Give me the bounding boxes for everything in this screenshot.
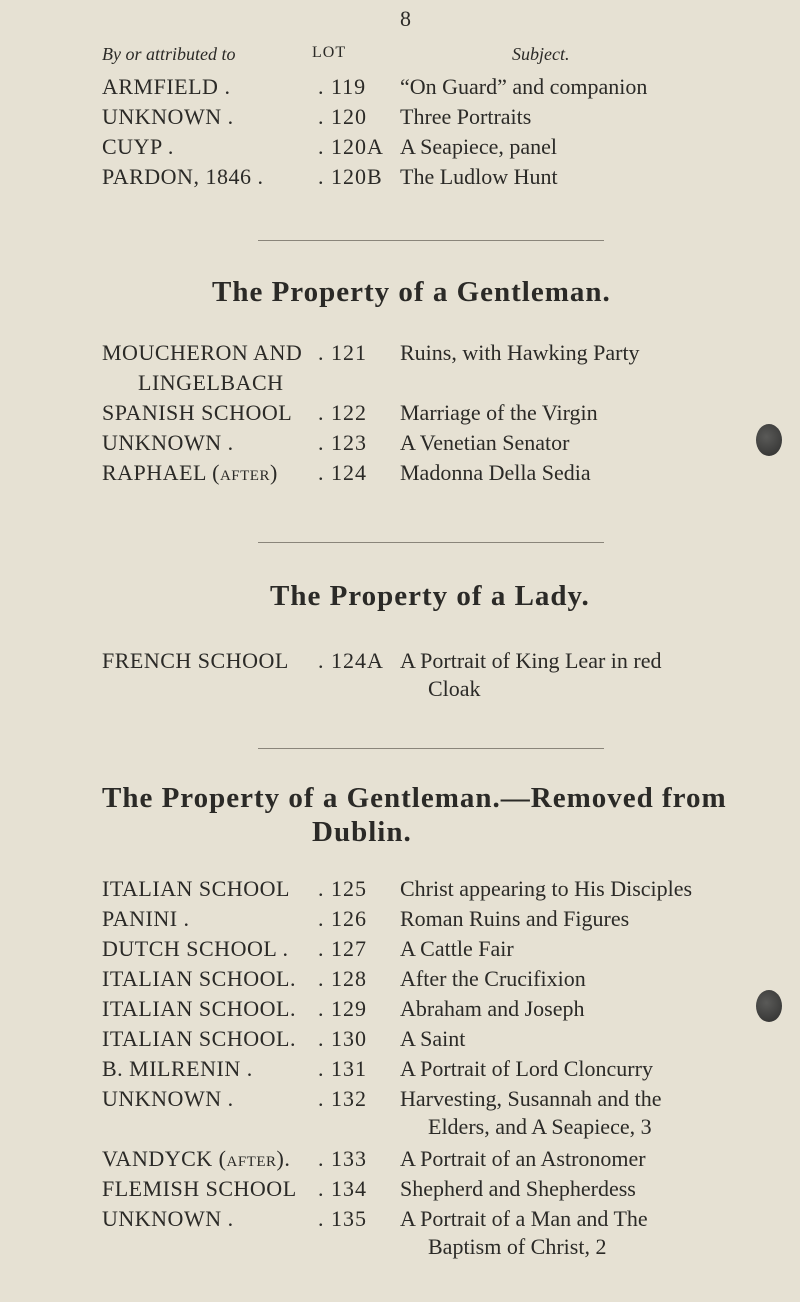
lot-number: . 124A <box>318 648 384 673</box>
lot-subject-continued: Baptism of Christ, 2 <box>428 1234 607 1259</box>
catalogue-entry <box>0 906 800 936</box>
lot-subject: A Portrait of an Astronomer <box>400 1146 646 1171</box>
catalogue-entry <box>0 966 800 996</box>
catalogue-entry <box>0 1146 800 1176</box>
column-header-by: By or attributed to <box>102 44 236 64</box>
catalogue-entry <box>0 74 800 104</box>
lot-subject: Marriage of the Virgin <box>400 400 598 425</box>
lot-subject: A Portrait of Lord Cloncurry <box>400 1056 653 1081</box>
catalogue-entry <box>0 164 800 194</box>
catalogue-entry <box>0 430 800 460</box>
lot-subject: Shepherd and Shepherdess <box>400 1176 636 1201</box>
lot-subject: A Portrait of a Man and The <box>400 1206 648 1231</box>
artist-name: B. MILRENIN . <box>102 1056 253 1081</box>
lot-subject: Abraham and Joseph <box>400 996 585 1021</box>
lot-number: . 122 <box>318 400 367 425</box>
lot-subject: “On Guard” and companion <box>400 74 648 99</box>
column-header-subject: Subject. <box>512 44 570 64</box>
artist-name: MOUCHERON AND <box>102 340 303 365</box>
lot-number: . 130 <box>318 1026 367 1051</box>
artist-name: PARDON, 1846 . <box>102 164 264 189</box>
lot-number: . 134 <box>318 1176 367 1201</box>
catalogue-entry <box>0 1026 800 1056</box>
artist-name: ARMFIELD . <box>102 74 231 99</box>
catalogue-entry <box>0 1206 800 1264</box>
catalogue-entry <box>0 134 800 164</box>
artist-name: UNKNOWN . <box>102 104 234 129</box>
artist-name: DUTCH SCHOOL . <box>102 936 289 961</box>
lot-number: . 135 <box>318 1206 367 1231</box>
section-title: The Property of a Gentleman. <box>212 276 611 308</box>
lot-subject: A Cattle Fair <box>400 936 514 961</box>
artist-name: SPANISH SCHOOL <box>102 400 293 425</box>
column-header-lot: LOT <box>312 44 347 61</box>
catalogue-entry <box>0 876 800 906</box>
catalogue-entry <box>0 460 800 490</box>
lot-subject-continued: Cloak <box>428 676 481 701</box>
artist-name: RAPHAEL (after) <box>102 460 278 485</box>
artist-name: FRENCH SCHOOL <box>102 648 289 673</box>
section-divider <box>258 748 604 749</box>
artist-name: CUYP . <box>102 134 174 159</box>
catalogue-entry <box>0 104 800 134</box>
lot-number: . 133 <box>318 1146 367 1171</box>
lot-number: . 121 <box>318 340 367 365</box>
lot-number: . 120A <box>318 134 384 159</box>
artist-name: VANDYCK (after). <box>102 1146 291 1171</box>
section-divider <box>258 542 604 543</box>
artist-name-continued: LINGELBACH <box>138 370 284 395</box>
binding-hole <box>756 424 782 456</box>
artist-name: UNKNOWN . <box>102 1086 234 1111</box>
lot-subject: A Portrait of King Lear in red <box>400 648 662 673</box>
artist-name: ITALIAN SCHOOL. <box>102 1026 296 1051</box>
lot-subject: A Seapiece, panel <box>400 134 557 159</box>
catalogue-entry <box>0 1086 800 1144</box>
artist-name: UNKNOWN . <box>102 1206 234 1231</box>
lot-subject: The Ludlow Hunt <box>400 164 558 189</box>
section-divider <box>258 240 604 241</box>
binding-hole <box>756 990 782 1022</box>
section-title: The Property of a Gentleman.—Removed from <box>102 782 727 814</box>
artist-name: PANINI . <box>102 906 190 931</box>
lot-subject: Madonna Della Sedia <box>400 460 591 485</box>
lot-number: . 123 <box>318 430 367 455</box>
artist-name: ITALIAN SCHOOL. <box>102 996 296 1021</box>
lot-number: . 127 <box>318 936 367 961</box>
artist-name: ITALIAN SCHOOL <box>102 876 290 901</box>
lot-number: . 120 <box>318 104 367 129</box>
lot-number: . 131 <box>318 1056 367 1081</box>
lot-subject: After the Crucifixion <box>400 966 586 991</box>
lot-number: . 119 <box>318 74 367 99</box>
lot-number: . 129 <box>318 996 367 1021</box>
lot-subject-continued: Elders, and A Seapiece, 3 <box>428 1114 652 1139</box>
catalogue-entry <box>0 1176 800 1206</box>
lot-number: . 126 <box>318 906 367 931</box>
lot-number: . 124 <box>318 460 367 485</box>
lot-number: . 125 <box>318 876 367 901</box>
section-title: The Property of a Lady. <box>270 580 590 612</box>
catalogue-entry <box>0 936 800 966</box>
artist-name: ITALIAN SCHOOL. <box>102 966 296 991</box>
catalogue-entry <box>0 400 800 430</box>
catalogue-entry <box>0 340 800 400</box>
lot-subject: Christ appearing to His Disciples <box>400 876 693 901</box>
lot-subject: A Venetian Senator <box>400 430 570 455</box>
artist-name: FLEMISH SCHOOL <box>102 1176 297 1201</box>
section-title-continued: Dublin. <box>312 816 412 848</box>
lot-number: . 120B <box>318 164 383 189</box>
lot-subject: Ruins, with Hawking Party <box>400 340 640 365</box>
page-number: 8 <box>400 6 411 31</box>
lot-subject: Three Portraits <box>400 104 532 129</box>
lot-subject: Roman Ruins and Figures <box>400 906 630 931</box>
artist-name: UNKNOWN . <box>102 430 234 455</box>
lot-subject: A Saint <box>400 1026 466 1051</box>
catalogue-entry <box>0 1056 800 1086</box>
lot-number: . 132 <box>318 1086 367 1111</box>
lot-subject: Harvesting, Susannah and the <box>400 1086 662 1111</box>
catalogue-entry <box>0 996 800 1026</box>
lot-number: . 128 <box>318 966 367 991</box>
catalogue-entry <box>0 648 800 708</box>
